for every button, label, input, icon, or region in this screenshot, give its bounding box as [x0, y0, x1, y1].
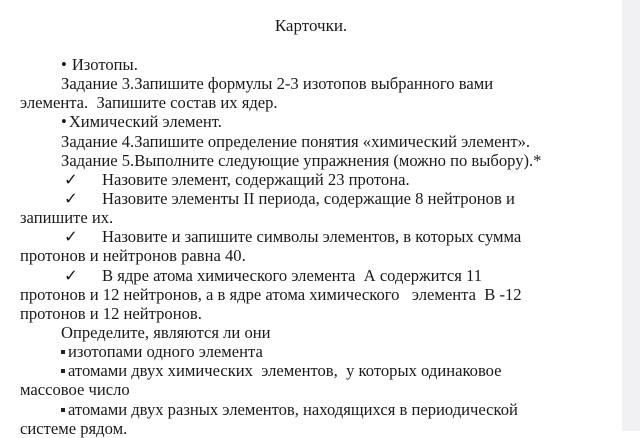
task4: Задание 4.Запишите определение понятия «химический элемент». [61, 131, 531, 151]
option-text: атомами двух химических элементов, у которых одинаковое [68, 361, 502, 381]
check-icon: ✓ [64, 169, 78, 189]
option-text: массовое число [20, 380, 130, 400]
task3-line: Задание 3.Запишите формулы 2-3 изотопов выбранного вами [61, 74, 494, 94]
exercise-text: протонов и 12 нейтронов. [20, 303, 202, 323]
option-text: изотопами одного элемента [68, 342, 263, 362]
exercise-item [0, 227, 622, 246]
bullet-icon: • [61, 55, 67, 74]
check-icon: ✓ [64, 188, 78, 208]
exercise-item [0, 170, 622, 189]
document-body [0, 55, 622, 438]
page-title: Карточки. [274, 16, 348, 35]
square-bullet-icon [61, 408, 65, 412]
exercise-text: Назовите и запишите символы элементов, в которых сумма [102, 227, 522, 247]
heading-text: Изотопы. [71, 55, 138, 74]
determine-text: Определите, являются ли они [61, 322, 271, 342]
exercise-text: Назовите элемент, содержащий 23 протона. [102, 169, 410, 189]
square-bullet-icon [61, 350, 65, 354]
exercise-item [0, 266, 622, 285]
heading-isotopes [0, 55, 622, 74]
check-icon: ✓ [64, 265, 78, 285]
heading-element [0, 112, 622, 131]
heading-text: Химический элемент. [68, 112, 222, 132]
scroll-gutter [622, 0, 640, 431]
square-bullet-icon [61, 369, 65, 373]
task3-line: элемента. Запишите состав их ядер. [20, 93, 278, 113]
exercise-text: В ядре атома химического элемента А содержится 11 [102, 265, 483, 285]
task5: Задание 5.Выполните следующие упражнения (можно по выбору).* [61, 150, 542, 170]
exercise-text: запишите их. [20, 208, 114, 228]
option-item [0, 400, 622, 419]
option-text: системе рядом. [20, 418, 128, 438]
option-item [0, 361, 622, 380]
option-item [0, 342, 622, 361]
exercise-text: протонов и нейтронов равна 40. [20, 246, 246, 266]
bullet-icon: • [61, 112, 67, 132]
check-icon: ✓ [64, 227, 78, 247]
exercise-item [0, 189, 622, 208]
exercise-text: Назовите элементы II периода, содержащие 8 нейтронов и [102, 188, 515, 208]
exercise-text: протонов и 12 нейтронов, а в ядре атома химического элемента В -12 [20, 284, 522, 304]
option-text: атомами двух разных элементов, находящихся в периодической [68, 399, 518, 419]
